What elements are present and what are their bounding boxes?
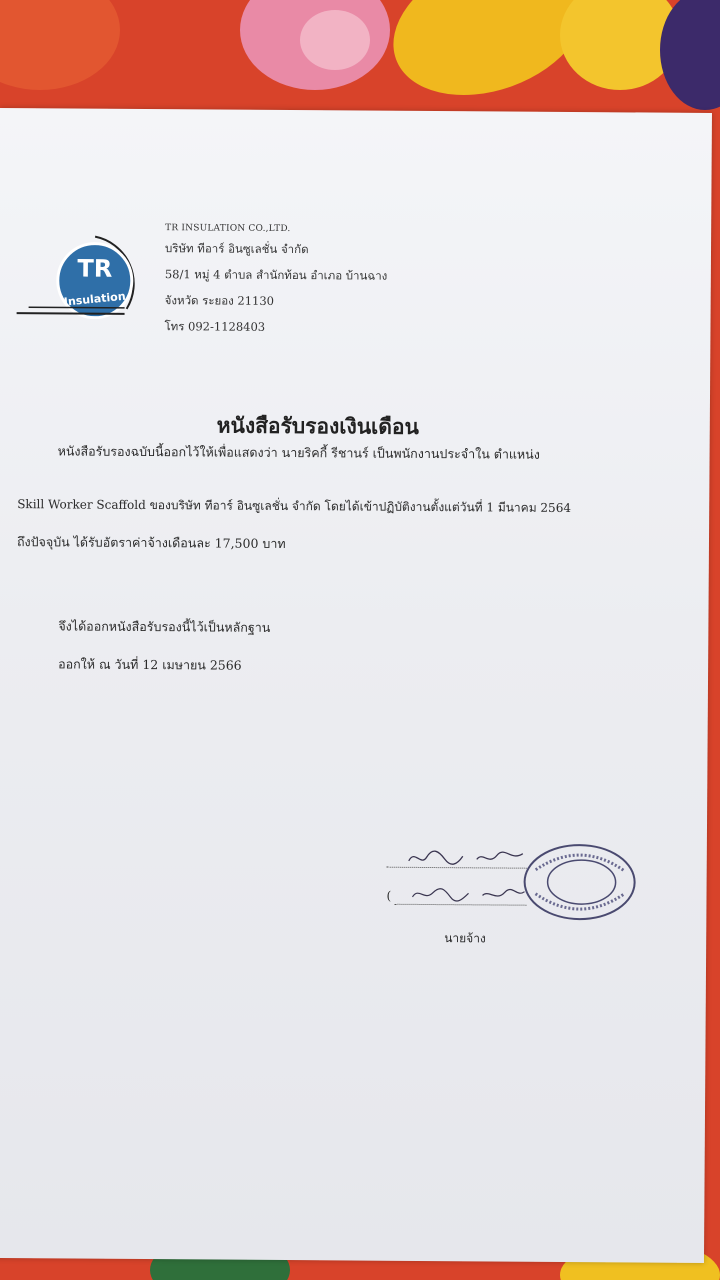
closing-statement: จึงได้ออกหนังสือรับรองนี้ไว้เป็นหลักฐาน — [58, 618, 271, 635]
company-stamp — [521, 842, 638, 923]
paragraph-line-2: Skill Worker Scaffold ของบริษัท ทีอาร์ อินซูเลชั่น จำกัด โดยได้เข้าปฏิบัติงานตั้งแต่วันที่ 1 มีนาคม 2564 — [17, 497, 572, 515]
letter-paper — [0, 108, 712, 1263]
logo-insulation-text: Insulation — [63, 289, 127, 309]
pattern-shape — [660, 0, 720, 110]
company-name-th: บริษัท ทีอาร์ อินซูเลชั่น จำกัด — [164, 241, 309, 257]
bracket-open: ( — [386, 888, 392, 903]
company-logo — [16, 228, 147, 335]
logo-tr-text: TR — [77, 254, 113, 283]
company-name-en: TR INSULATION CO.,LTD. — [165, 223, 291, 235]
paragraph-line-1: หนังสือรับรองฉบับนี้ออกไว้ให้เพื่อแสดงว่า นายริคกี้ รีชานร์ เป็นพนักงานประจำใน ตำแหน่ง — [57, 443, 540, 462]
company-address-line-2: จังหวัด ระยอง 21130 — [164, 293, 275, 308]
company-phone: โทร 092-1128403 — [164, 319, 266, 334]
printed-name-handwriting — [410, 883, 528, 909]
employer-caption: นายจ้าง — [444, 931, 486, 946]
paragraph-line-3: ถึงปัจจุบัน ได้รับอัตราค่าจ้างเดือนละ 17,500 บาท — [16, 534, 286, 552]
company-header — [164, 223, 387, 346]
signature-block — [386, 841, 647, 963]
flower-shape — [300, 10, 370, 70]
company-address-line-1: 58/1 หมู่ 4 ตำบล สำนักท้อน อำเภอ บ้านฉาง — [164, 267, 388, 283]
issue-date: ออกให้ ณ วันที่ 12 เมษายน 2566 — [58, 656, 242, 673]
handwritten-signature — [407, 847, 527, 873]
pattern-shape — [0, 0, 120, 90]
document-title: หนังสือรับรองเงินเดือน — [216, 412, 419, 439]
